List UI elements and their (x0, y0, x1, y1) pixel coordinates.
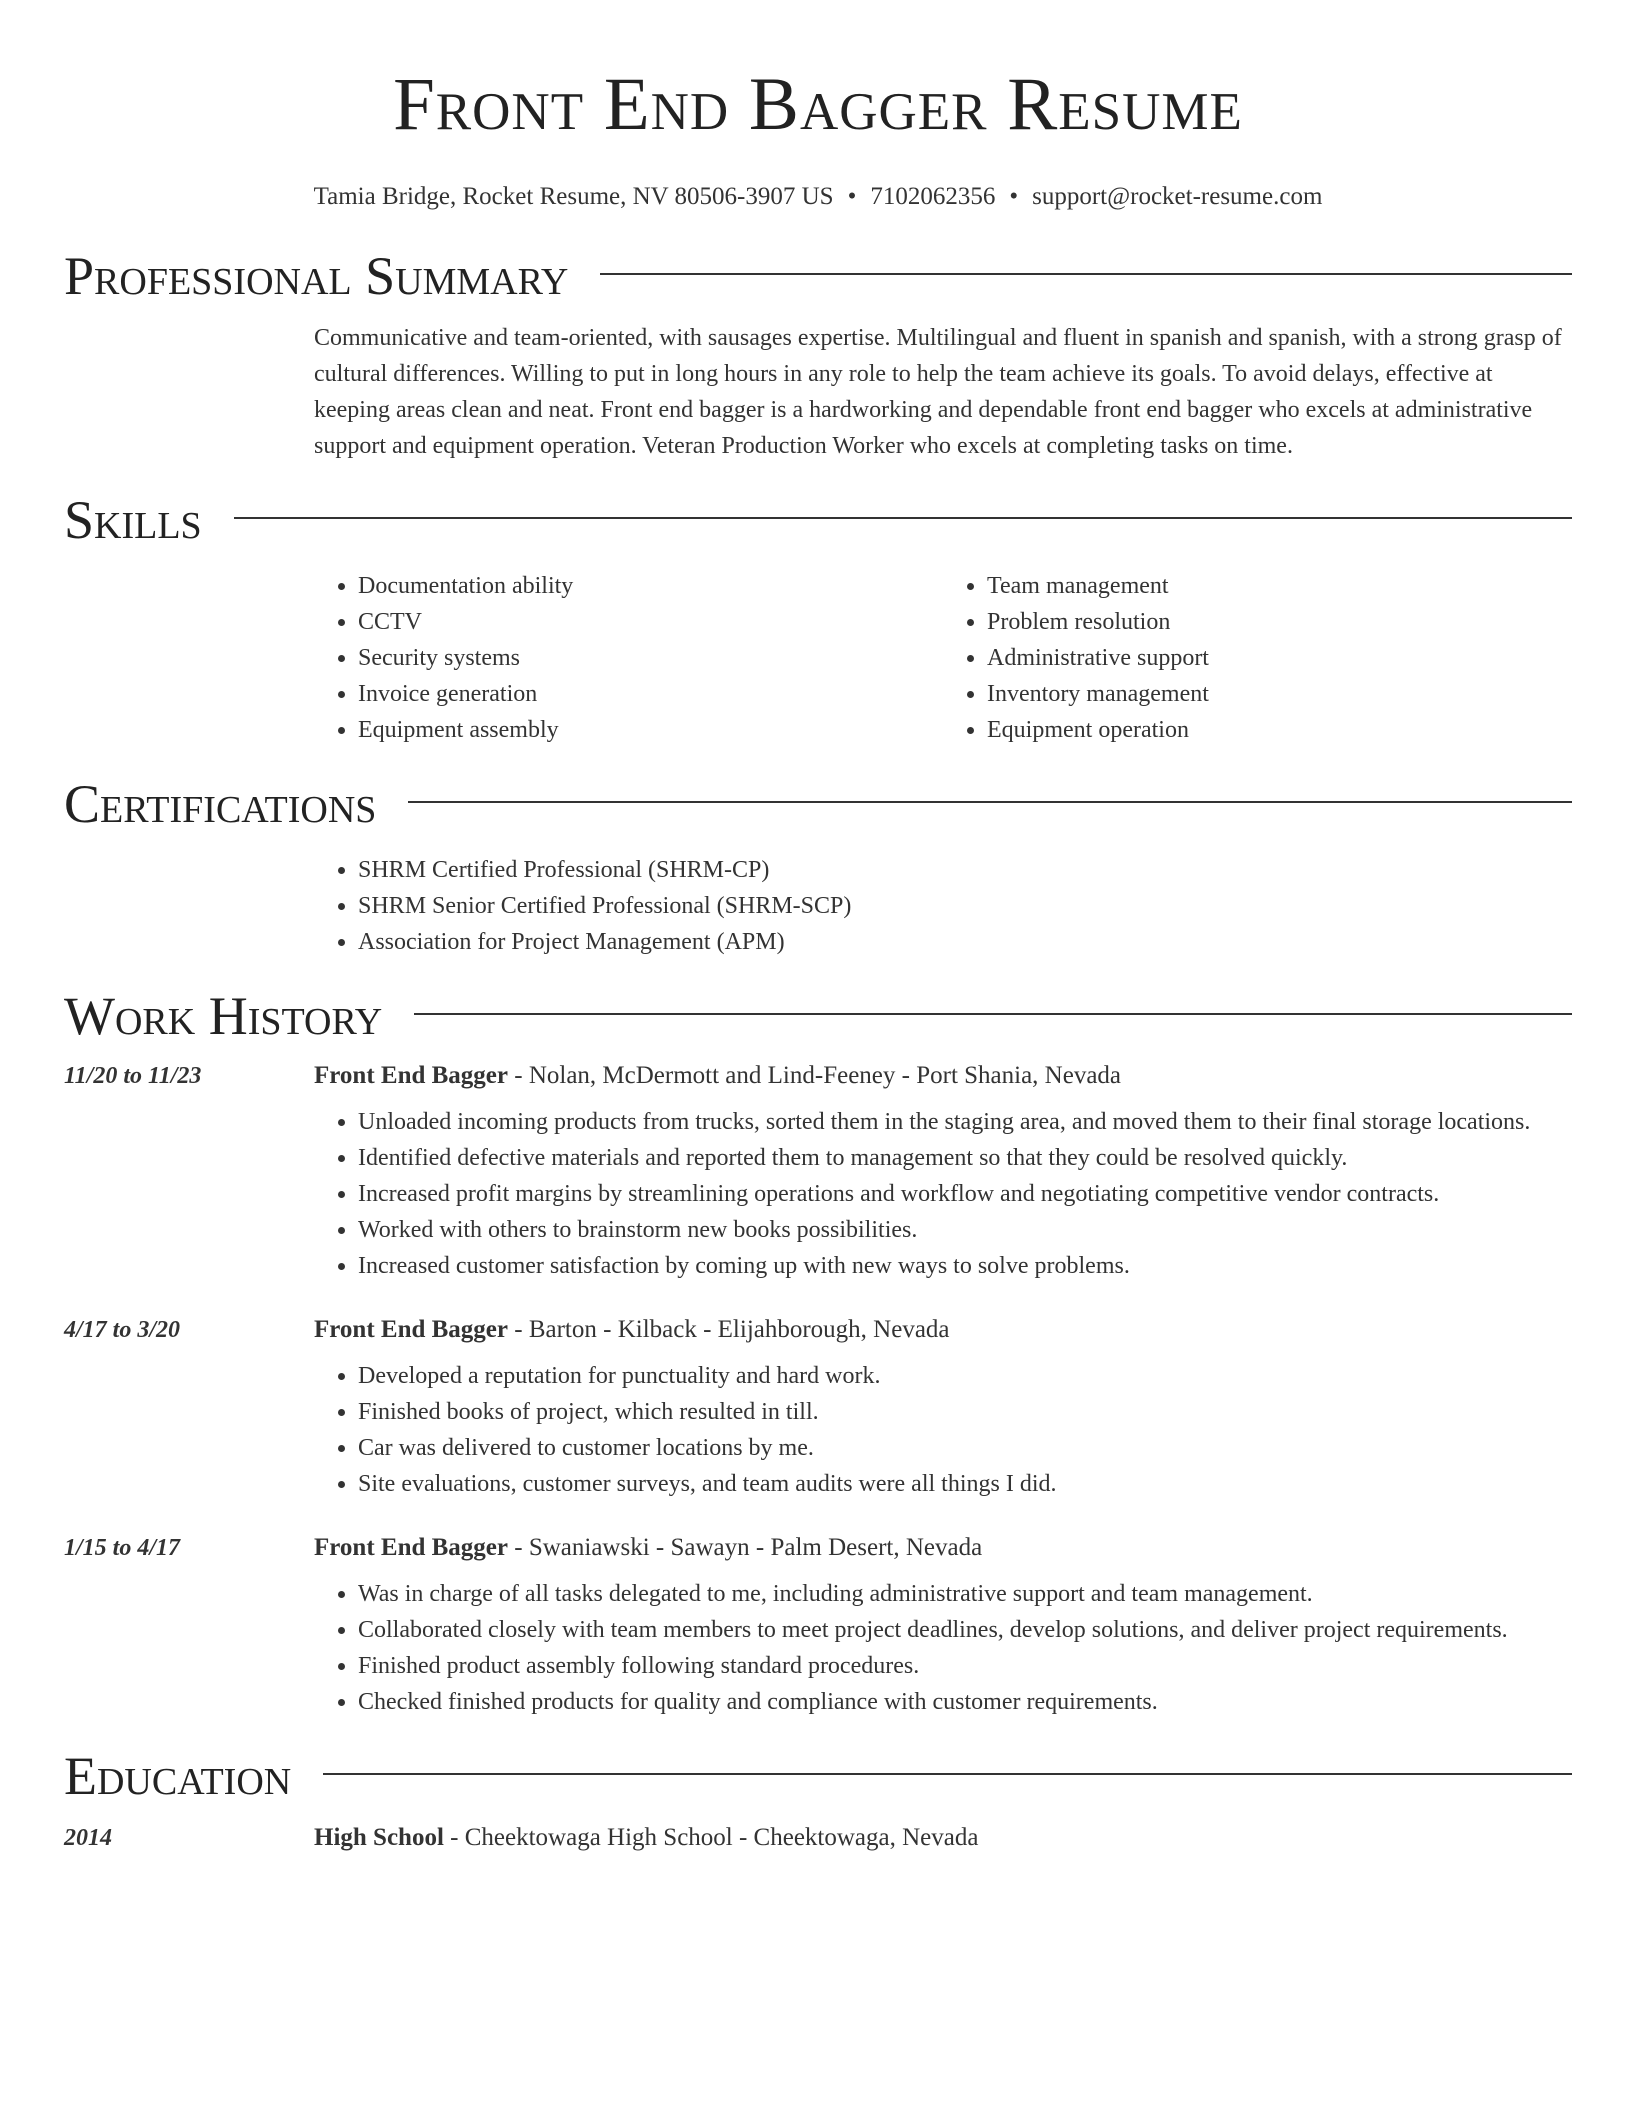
job-bullet: • Finished product assembly following standard procedures. (358, 1648, 1572, 1684)
summary-content (314, 320, 1572, 464)
job-dates: 4/17 to 3/20 (64, 1317, 181, 1343)
job-title-line (314, 1316, 950, 1344)
job-entry (64, 1062, 1572, 1284)
job-bullet: • Finished books of project, which resulted in till. (358, 1394, 1572, 1430)
certification-item: • SHRM Certified Professional (SHRM-CP) (358, 852, 1572, 888)
education-degree: High School (314, 1824, 444, 1851)
skills-heading: Skills (64, 490, 202, 550)
job-title-line (314, 1534, 982, 1562)
skill-item: • Team management (987, 568, 1572, 604)
section-divider (408, 801, 1572, 803)
work-heading: Work History (64, 986, 383, 1046)
certifications-content (314, 852, 1572, 960)
job-dates: 1/15 to 4/17 (64, 1535, 181, 1561)
job-title-line (314, 1062, 1121, 1090)
job-bullet: • Collaborated closely with team members to meet project deadlines, develop solutions, and deliver project requirements. (358, 1612, 1572, 1648)
job-entry (64, 1316, 1572, 1502)
skill-item: • CCTV (358, 604, 943, 640)
job-bullets (314, 1576, 1572, 1720)
skill-item: • Inventory management (987, 676, 1572, 712)
contact-address: Tamia Bridge, Rocket Resume, NV 80506-3907 US (313, 183, 834, 210)
summary-section-header (64, 246, 1572, 306)
education-year: 2014 (64, 1825, 112, 1851)
education-entry (64, 1824, 1572, 1852)
contact-email[interactable]: support@rocket-resume.com (1032, 183, 1323, 210)
contact-line (64, 182, 1572, 212)
section-divider (234, 517, 1572, 519)
skills-list (314, 568, 1572, 748)
job-employer: - Nolan, McDermott and Lind-Feeney - Port Shania, Nevada (508, 1062, 1122, 1089)
contact-phone: 7102062356 (870, 183, 996, 210)
certifications-list (314, 852, 1572, 960)
job-employer: - Swaniawski - Sawayn - Palm Desert, Nevada (508, 1534, 983, 1561)
job-bullet: • Was in charge of all tasks delegated to me, including administrative support and team management. (358, 1576, 1572, 1612)
section-divider (414, 1013, 1572, 1015)
skill-item: • Invoice generation (358, 676, 943, 712)
job-bullet: • Identified defective materials and reported them to management so that they could be resolved quickly. (358, 1140, 1572, 1176)
job-header (64, 1062, 1572, 1090)
summary-heading: Professional Summary (64, 246, 569, 306)
job-bullets (314, 1358, 1572, 1502)
certifications-section-header (64, 774, 1572, 834)
job-role: Front End Bagger (314, 1534, 508, 1561)
section-divider (600, 273, 1572, 275)
job-role: Front End Bagger (314, 1062, 508, 1089)
summary-text: Communicative and team-oriented, with sausages expertise. Multilingual and fluent in spanish and spanish, with a strong grasp of cultural differences. Willing to put in long hours in any role to help the team achieve its goals. To avoid delays, effective at keeping areas clean and neat. Front end bagger is a hardworking and dependable front end bagger who excels at administrative support and equipment operation. Veteran Production Worker who excels at completing tasks on time. (314, 325, 1562, 459)
skill-item: • Security systems (358, 640, 943, 676)
job-bullet: • Worked with others to brainstorm new books possibilities. (358, 1212, 1572, 1248)
job-role: Front End Bagger (314, 1316, 508, 1343)
job-bullet: • Site evaluations, customer surveys, and team audits were all things I did. (358, 1466, 1572, 1502)
certifications-heading: Certifications (64, 774, 377, 834)
resume-title: Front End Bagger Resume (393, 63, 1243, 146)
job-dates: 11/20 to 11/23 (64, 1063, 202, 1089)
skills-column-right (943, 568, 1572, 748)
job-bullets (314, 1104, 1572, 1284)
skill-item: • Equipment assembly (358, 712, 943, 748)
resume-page (64, 0, 1572, 1852)
education-header (64, 1824, 1572, 1852)
contact-separator: • (1009, 183, 1019, 210)
section-divider (323, 1773, 1572, 1775)
skill-item: • Equipment operation (987, 712, 1572, 748)
job-header (64, 1534, 1572, 1562)
job-bullet: • Developed a reputation for punctuality and hard work. (358, 1358, 1572, 1394)
contact-separator: • (847, 183, 857, 210)
work-section-header (64, 986, 1572, 1046)
skills-column-left (314, 568, 943, 748)
job-bullet: • Increased customer satisfaction by coming up with new ways to solve problems. (358, 1248, 1572, 1284)
skill-item: • Problem resolution (987, 604, 1572, 640)
skill-item: • Administrative support (987, 640, 1572, 676)
job-bullet: • Increased profit margins by streamlining operations and workflow and negotiating competitive vendor contracts. (358, 1176, 1572, 1212)
job-employer: - Barton - Kilback - Elijahborough, Nevada (508, 1316, 950, 1343)
job-bullet: • Car was delivered to customer locations by me. (358, 1430, 1572, 1466)
job-bullet: • Unloaded incoming products from trucks, sorted them in the staging area, and moved them to their final storage locations. (358, 1104, 1572, 1140)
job-bullet: • Checked finished products for quality and compliance with customer requirements. (358, 1684, 1572, 1720)
job-header (64, 1316, 1572, 1344)
skill-item: • Documentation ability (358, 568, 943, 604)
certification-item: • SHRM Senior Certified Professional (SHRM-SCP) (358, 888, 1572, 924)
skills-section-header (64, 490, 1572, 550)
job-entry (64, 1534, 1572, 1720)
education-heading: Education (64, 1746, 292, 1806)
education-school: - Cheektowaga High School - Cheektowaga, Nevada (443, 1824, 979, 1851)
certification-item: • Association for Project Management (APM) (358, 924, 1572, 960)
education-title-line (314, 1824, 978, 1852)
education-section-header (64, 1746, 1572, 1806)
